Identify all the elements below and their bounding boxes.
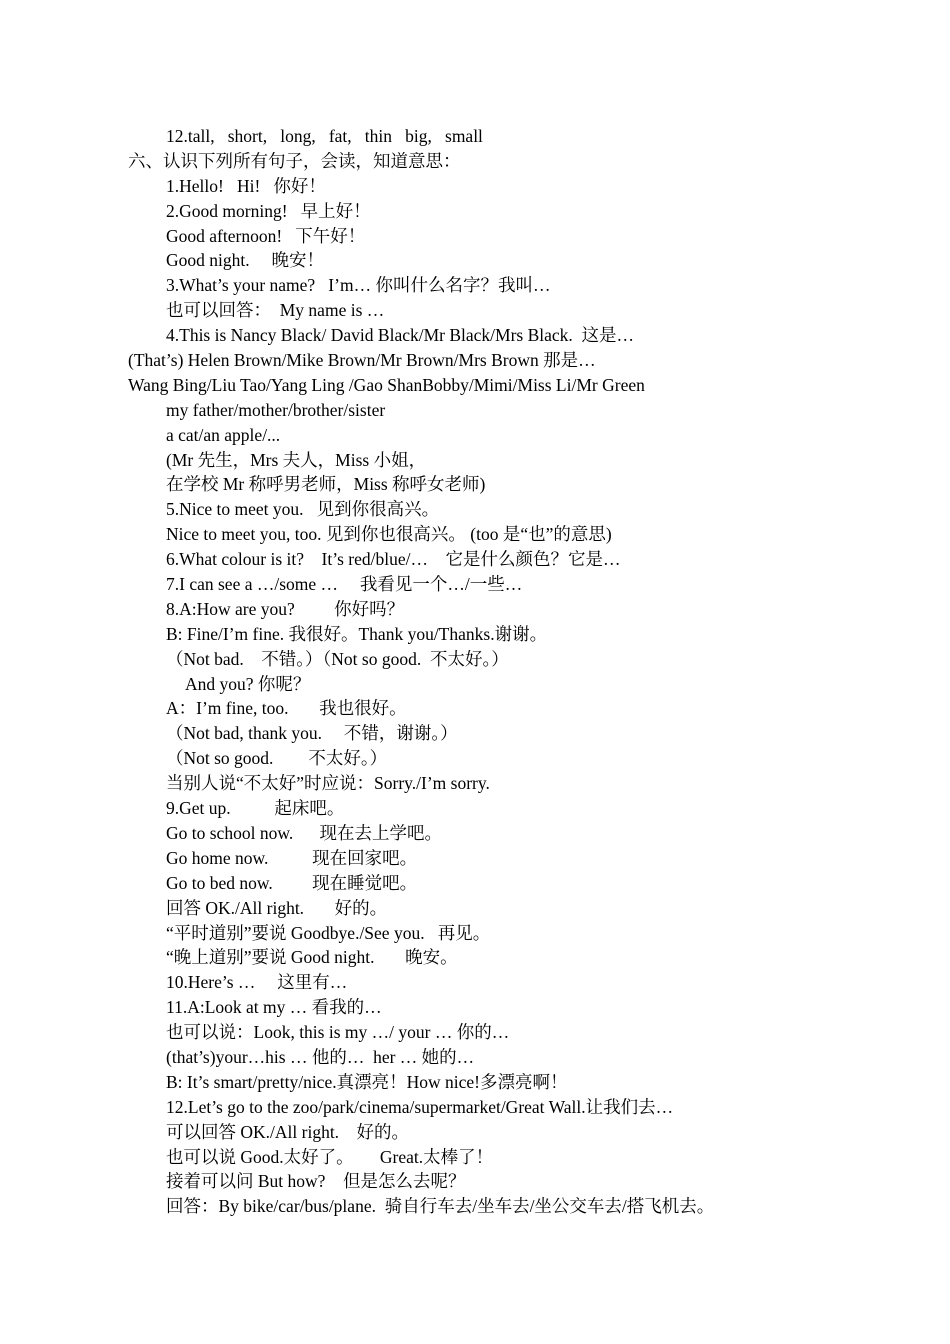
- text-line: Go home now. 现在回家吧。: [166, 847, 418, 868]
- text-line: 回答：By bike/car/bus/plane. 骑自行车去/坐车去/坐公交车去/搭飞机去。: [166, 1196, 715, 1217]
- text-line: 6.What colour is it? It’s red/blue/… 它是什么颜色？它是…: [166, 549, 621, 570]
- text-line: 1.Hello! Hi! 你好！: [166, 175, 326, 196]
- text-line: Go to school now. 现在去上学吧。: [166, 822, 442, 843]
- text-line: my father/mother/brother/sister: [166, 399, 386, 420]
- text-line: 7.I can see a …/some … 我看见一个…/一些…: [166, 574, 523, 595]
- text-line: a cat/an apple/...: [166, 424, 281, 445]
- text-line: B: It’s smart/pretty/nice.真漂亮！How nice!多漂亮啊！: [166, 1071, 568, 1092]
- text-line: 10.Here’s … 这里有…: [166, 972, 348, 993]
- text-line: “晚上道别”要说 Good night. 晚安。: [166, 947, 458, 968]
- text-line: Good night. 晚安！: [166, 250, 324, 271]
- text-line: 也可以回答： My name is …: [166, 300, 385, 321]
- text-line: (Mr 先生，Mrs 夫人，Miss 小姐，: [166, 449, 427, 470]
- text-line: And you? 你呢？: [185, 673, 311, 694]
- text-line: 5.Nice to meet you. 见到你很高兴。: [166, 499, 440, 520]
- text-line: 11.A:Look at my … 看我的…: [166, 997, 382, 1018]
- text-line: Good afternoon! 下午好！: [166, 225, 366, 246]
- text-line: B: Fine/I’m fine. 我很好。Thank you/Thanks.谢谢。: [166, 623, 548, 644]
- text-line: （Not so good. 不太好。）: [166, 748, 388, 769]
- text-line: (that’s)your…his … 他的… her … 她的…: [166, 1046, 475, 1067]
- text-line: 当别人说“不太好”时应说：Sorry./I’m sorry.: [166, 773, 490, 794]
- text-line: (That’s) Helen Brown/Mike Brown/Mr Brown/Mrs Brown 那是…: [128, 350, 596, 371]
- document-page: [0, 124, 950, 1219]
- text-line: 12.Let’s go to the zoo/park/cinema/supermarket/Great Wall.让我们去…: [166, 1096, 674, 1117]
- text-line: 也可以说：Look, this is my …/ your … 你的…: [166, 1022, 510, 1043]
- text-line: （Not bad. 不错。）（Not so good. 不太好。）: [166, 648, 509, 669]
- text-line: 2.Good morning! 早上好！: [166, 200, 371, 221]
- text-line: 12.tall, short, long, fat, thin big, small: [166, 126, 483, 146]
- text-line: （Not bad, thank you. 不错，谢谢。）: [166, 723, 458, 744]
- text-line: 可以回答 OK./All right. 好的。: [166, 1121, 410, 1142]
- text-line: Go to bed now. 现在睡觉吧。: [166, 872, 418, 893]
- text-line: 4.This is Nancy Black/ David Black/Mr Black/Mrs Black. 这是…: [166, 325, 635, 346]
- text-line: Nice to meet you, too. 见到你也很高兴。 (too 是“也”的意思): [166, 524, 612, 545]
- text-line: 接着可以问 But how? 但是怎么去呢？: [166, 1171, 466, 1192]
- text-line: A：I’m fine, too. 我也很好。: [166, 698, 407, 719]
- text-line: 在学校 Mr 称呼男老师，Miss 称呼女老师): [166, 474, 486, 495]
- text-line: 8.A:How are you? 你好吗？: [166, 598, 405, 619]
- text-line: 9.Get up. 起床吧。: [166, 798, 345, 819]
- text-line: 回答 OK./All right. 好的。: [166, 897, 388, 918]
- text-line: 3.What’s your name? I’m… 你叫什么名字？我叫…: [166, 275, 551, 296]
- text-line: Wang Bing/Liu Tao/Yang Ling /Gao ShanBobby/Mimi/Miss Li/Mr Green: [128, 374, 645, 395]
- text-line: 也可以说 Good.太好了。 Great.太棒了！: [166, 1146, 494, 1167]
- text-line: “平时道别”要说 Goodbye./See you. 再见。: [166, 922, 491, 943]
- section-heading: 六、认识下列所有句子，会读，知道意思：: [128, 150, 461, 171]
